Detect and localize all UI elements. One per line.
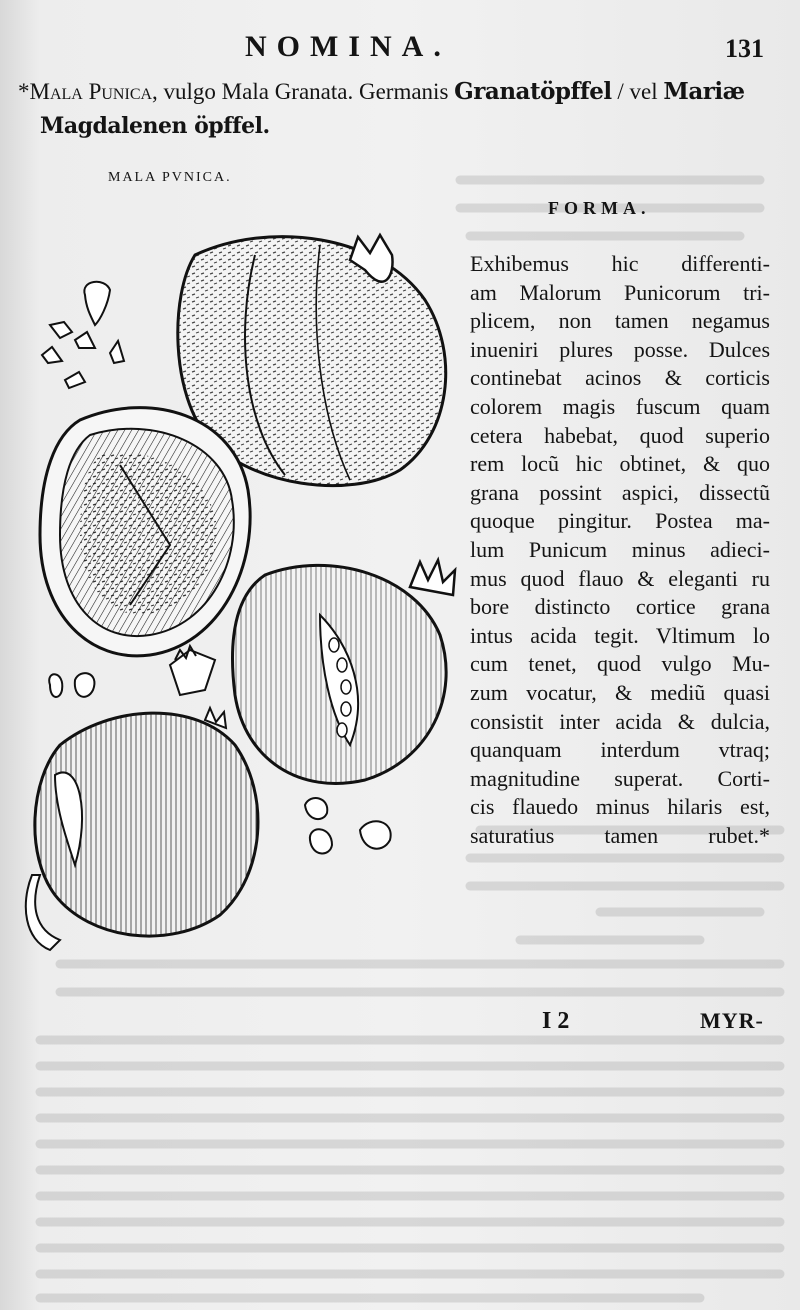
- text-line: am Malorum Punicorum tri-: [470, 279, 770, 305]
- page-number: 131: [725, 34, 764, 63]
- pomegranate-woodcut: [20, 215, 460, 965]
- pomegranate-cut-open: [40, 408, 250, 656]
- section-heading: FORMA.: [548, 198, 651, 218]
- text-line: quoque pingitur. Postea ma-: [470, 508, 770, 534]
- german-name-2: Mariæ: [663, 78, 745, 105]
- text-line: consistit inter acida & dulcia,: [470, 708, 770, 734]
- text-line: quanquam interdum vtraq;: [470, 737, 770, 763]
- text-line: cis flauedo minus hilaris est,: [470, 794, 770, 820]
- text-line: intus acida tegit. Vltimum lo: [470, 622, 770, 648]
- german-name-3: Magdalenen öpffel.: [40, 113, 270, 139]
- latin-name: Mala Punica: [29, 79, 153, 104]
- names-line-1: [18, 78, 745, 105]
- latin-vulgar-name: , vulgo Mala Granata. Germanis: [152, 79, 455, 104]
- body-text: [470, 250, 770, 850]
- text-line: plicem, non tamen negamus: [470, 308, 770, 334]
- seeds-top-left: [42, 282, 124, 388]
- german-name-1: Granatöpffel: [454, 78, 612, 105]
- note-mark: *: [18, 79, 30, 104]
- pomegranate-whole-bottom: [26, 708, 258, 950]
- text-line: inueniri plures posse. Dulces: [470, 336, 770, 362]
- pomegranate-whole-middle: [233, 560, 455, 783]
- text-line: grana possint aspici, dissectũ: [470, 479, 770, 505]
- text-line: bore distincto cortice grana: [470, 594, 770, 620]
- text-line: mus quod flauo & eleganti ru: [470, 565, 770, 591]
- text-line: magnitudine superat. Corti-: [470, 765, 770, 791]
- text-line: colorem magis fuscum quam: [470, 393, 770, 419]
- text-line: Exhibemus hic differenti-: [470, 251, 770, 276]
- text-line: continebat acinos & corticis: [470, 365, 770, 391]
- text-line: zum vocatur, & mediũ quasi: [470, 679, 770, 705]
- text-line: cum tenet, quod vulgo Mu-: [470, 651, 770, 677]
- figure-caption: MALA PVNICA.: [108, 170, 232, 185]
- text-line: cetera habebat, quod superio: [470, 422, 770, 448]
- text-line: rem locũ hic obtinet, & quo: [470, 451, 770, 477]
- catchword: MYR-: [700, 1008, 764, 1033]
- names-separator: / vel: [611, 79, 664, 104]
- signature-mark: I 2: [542, 1008, 570, 1034]
- text-line: saturatius tamen rubet.*: [470, 822, 770, 848]
- text-line: lum Punicum minus adieci-: [470, 536, 770, 562]
- running-title: NOMINA.: [245, 30, 451, 63]
- seeds-bottom-right: [305, 798, 391, 853]
